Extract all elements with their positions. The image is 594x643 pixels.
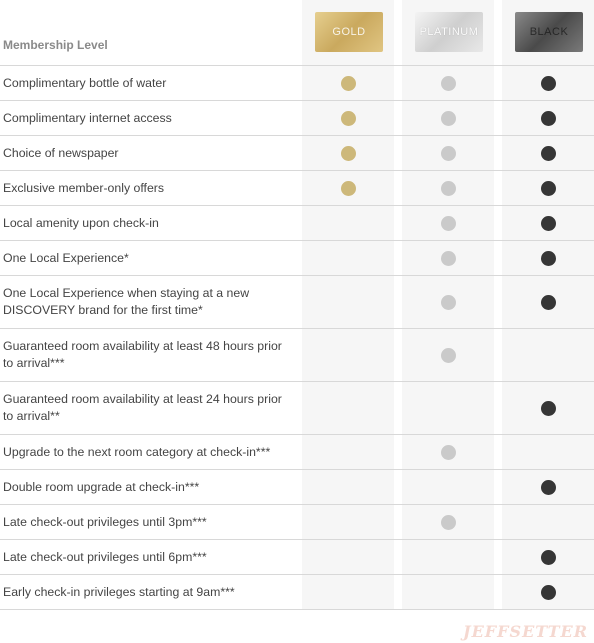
benefits-table xyxy=(0,65,594,610)
benefit-label: Late check-out privileges until 6pm*** xyxy=(3,550,207,564)
table-row xyxy=(0,540,594,575)
benefit-label: Local amenity upon check-in xyxy=(3,216,159,230)
black-included-dot xyxy=(541,216,556,231)
gold-included-dot xyxy=(341,76,356,91)
gold-tier-name: GOLD xyxy=(332,26,366,38)
benefit-label: Double room upgrade at check-in*** xyxy=(3,480,200,494)
platinum-included-dot xyxy=(441,111,456,126)
black-included-dot xyxy=(541,585,556,600)
black-included-dot xyxy=(541,181,556,196)
black-included-dot xyxy=(541,550,556,565)
table-row xyxy=(0,470,594,505)
table-row xyxy=(0,241,594,276)
black-included-dot xyxy=(541,295,556,310)
benefit-label: Guaranteed room availability at least 24 hours prior to arrival** xyxy=(3,392,282,423)
black-included-dot xyxy=(541,401,556,416)
table-row xyxy=(0,505,594,540)
table-row xyxy=(0,136,594,171)
membership-level-header: Membership Level xyxy=(3,38,108,52)
platinum-included-dot xyxy=(441,515,456,530)
black-included-dot xyxy=(541,251,556,266)
benefit-label: One Local Experience when staying at a new DISCOVERY brand for the first time* xyxy=(3,286,250,317)
black-tier-name: BLACK xyxy=(529,26,569,38)
table-row xyxy=(0,206,594,241)
table-row xyxy=(0,575,594,610)
platinum-tier-card xyxy=(415,12,483,52)
platinum-included-dot xyxy=(441,295,456,310)
table-row xyxy=(0,435,594,470)
table-row xyxy=(0,66,594,101)
gold-tier-card xyxy=(315,12,383,52)
gold-included-dot xyxy=(341,146,356,161)
black-included-dot xyxy=(541,76,556,91)
table-row xyxy=(0,329,594,382)
benefit-label: One Local Experience* xyxy=(3,251,129,265)
platinum-tier-name: PLATINUM xyxy=(419,26,479,38)
gold-included-dot xyxy=(341,181,356,196)
platinum-included-dot xyxy=(441,348,456,363)
benefit-label: Exclusive member-only offers xyxy=(3,181,165,195)
table-row xyxy=(0,101,594,136)
watermark-logo: JEFFSETTER xyxy=(463,622,588,641)
benefit-label: Upgrade to the next room category at check-in*** xyxy=(3,445,271,459)
table-row xyxy=(0,171,594,206)
black-tier-card xyxy=(515,12,583,52)
table-row xyxy=(0,276,594,329)
benefit-label: Early check-in privileges starting at 9am*** xyxy=(3,585,235,599)
platinum-included-dot xyxy=(441,445,456,460)
benefit-label: Complimentary bottle of water xyxy=(3,76,167,90)
platinum-included-dot xyxy=(441,251,456,266)
benefit-label: Choice of newspaper xyxy=(3,146,119,160)
platinum-included-dot xyxy=(441,216,456,231)
benefit-label: Complimentary internet access xyxy=(3,111,172,125)
platinum-included-dot xyxy=(441,146,456,161)
gold-included-dot xyxy=(341,111,356,126)
benefit-label: Guaranteed room availability at least 48 hours prior to arrival*** xyxy=(3,339,282,370)
table-row xyxy=(0,382,594,435)
black-included-dot xyxy=(541,146,556,161)
black-included-dot xyxy=(541,480,556,495)
platinum-included-dot xyxy=(441,76,456,91)
platinum-included-dot xyxy=(441,181,456,196)
black-included-dot xyxy=(541,111,556,126)
benefit-label: Late check-out privileges until 3pm*** xyxy=(3,515,207,529)
